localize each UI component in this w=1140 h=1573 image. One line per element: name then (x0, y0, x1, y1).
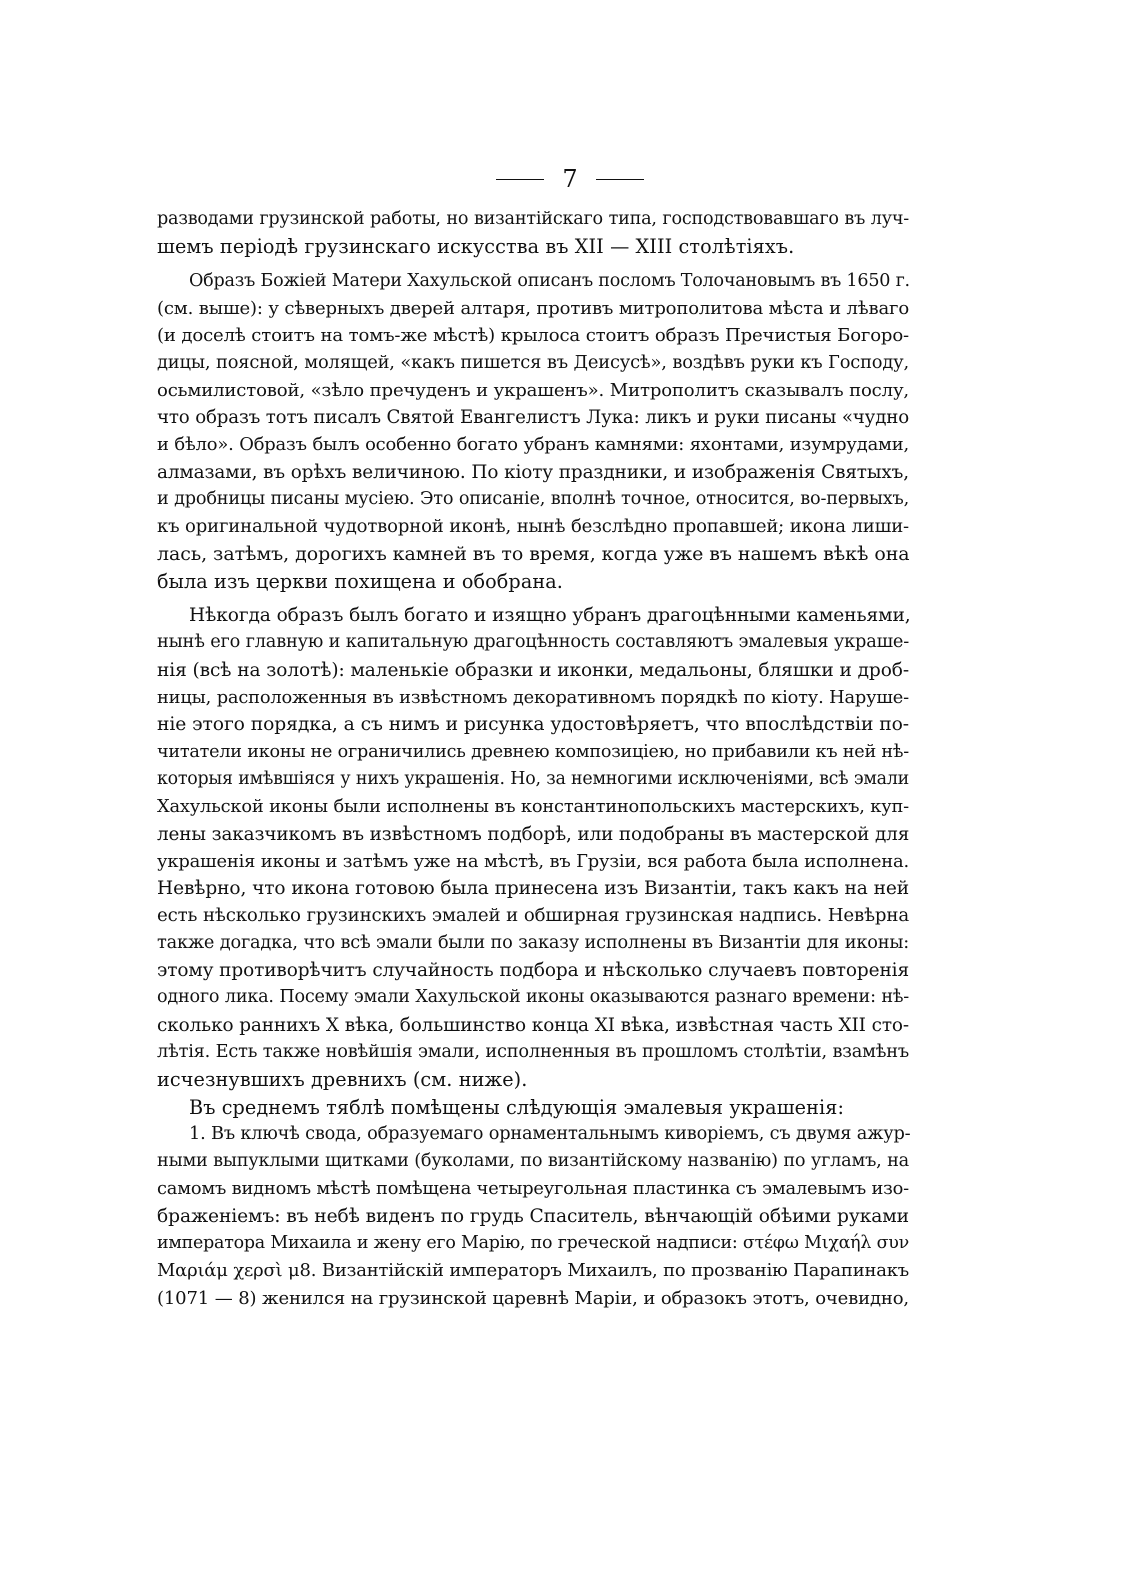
text-line: императора Михаила и жену его Марію, по греческой надписи: στέφω Μιχαήλ συν (157, 1232, 909, 1253)
text-line: 1. Въ ключѣ свода, образуемаго орнаментальнымъ киворіемъ, съ двумя ажур- (189, 1123, 911, 1144)
text-line: лѣтія. Есть также новѣйшія эмали, исполненныя въ прошломъ столѣтіи, взамѣнъ (157, 1041, 909, 1062)
text-line: сколько раннихъ X вѣка, большинство конца XI вѣка, извѣстная часть XII сто- (157, 1014, 909, 1036)
text-line: лены заказчикомъ въ извѣстномъ подборѣ, или подобраны въ мастерской для (157, 823, 910, 845)
text-line: (и доселѣ стоитъ на томъ-же мѣстѣ) крылоса стоитъ образъ Пречистыя Богоро- (157, 325, 909, 347)
text-line: дицы, поясной, молящей, «какъ пишется въ Деисусѣ», воздѣвъ руки къ Господу, (157, 352, 909, 374)
text-line: Въ среднемъ тяблѣ помѣщены слѣдующія эмалевыя украшенія: (189, 1095, 845, 1119)
text-line: ными выпуклыми щитками (буколами, по византійскому названію) по угламъ, на (157, 1151, 909, 1172)
text-line: Хахульской иконы были исполнены въ константинопольскихъ мастерскихъ, куп- (157, 796, 909, 818)
text-line: браженіемъ: въ небѣ виденъ по грудь Спаситель, вѣнчающій обѣими руками (157, 1205, 909, 1227)
text-line: что образъ тотъ писалъ Святой Евангелистъ Лука: ликъ и руки писаны «чудно (157, 407, 909, 429)
text-line: (1071 — 8) женился на грузинской царевнѣ Маріи, и образокъ этотъ, очевидно, (157, 1287, 909, 1309)
text-line: нынѣ его главную и капитальную драгоцѣнность составляютъ эмалевыя украше- (157, 632, 909, 653)
text-line: Нѣкогда образъ былъ богато и изящно убранъ драгоцѣнными каменьями, (189, 605, 911, 627)
text-line: къ оригинальной чудотворной иконѣ, нынѣ безслѣдно пропавшей; икона лиши- (157, 516, 909, 538)
text-line: одного лика. Посему эмали Хахульской иконы оказываются разнаго времени: нѣ- (157, 987, 909, 1008)
page-header (0, 162, 1140, 196)
text-line: Невѣрно, что икона готовою была принесена изъ Византіи, такъ какъ на ней (157, 878, 909, 900)
text-line: этому противорѣчитъ случайность подбора и нѣсколько случаевъ повторенія (157, 960, 909, 982)
text-line: также догадка, что всѣ эмали были по заказу исполнены въ Византіи для иконы: (157, 932, 909, 953)
text-line: ницы, расположенныя въ извѣстномъ декоративномъ порядкѣ по кіоту. Наруше- (157, 687, 909, 709)
body-text (157, 206, 909, 1312)
text-line: украшенія иконы и затѣмъ уже на мѣстѣ, въ Грузіи, вся работа была исполнена. (157, 850, 909, 872)
text-line: и дробницы писаны мусіею. Это описаніе, вполнѣ точное, относится, во-первыхъ, (157, 488, 909, 509)
header-right-rule (596, 179, 644, 180)
text-line: которыя имѣвшіяся у нихъ украшенія. Но, за немногими исключеніями, всѣ эмали (157, 768, 909, 789)
text-line: исчезнувшихъ древнихъ (см. ниже). (157, 1068, 528, 1092)
text-line: нія (всѣ на золотѣ): маленькіе образки и иконки, медальоны, бляшки и дроб- (157, 659, 909, 681)
text-line: самомъ видномъ мѣстѣ помѣщена четыреугольная пластинка съ эмалевымъ изо- (157, 1178, 909, 1200)
page-number: 7 (562, 165, 578, 193)
header-left-rule (496, 179, 544, 180)
text-line: есть нѣсколько грузинскихъ эмалей и обширная грузинская надпись. Невѣрна (157, 905, 909, 927)
text-line: читатели иконы не ограничились древнею композиціею, но прибавили къ ней нѣ- (157, 741, 909, 762)
text-line: ніе этого порядка, а съ нимъ и рисунка удостовѣряетъ, что впослѣдствіи по- (157, 714, 909, 736)
text-line: была изъ церкви похищена и обобрана. (157, 569, 563, 593)
text-line: шемъ періодѣ грузинскаго искусства въ XII — XIII столѣтіяхъ. (157, 235, 795, 259)
text-line: алмазами, въ орѣхъ величиною. По кіоту праздники, и изображенія Святыхъ, (157, 461, 909, 483)
text-line: Образъ Божіей Матери Хахульской описанъ посломъ Толочановымъ въ 1650 г. (189, 270, 910, 291)
text-line: осьмилистовой, «зѣло пречуденъ и украшенъ». Митрополитъ сказывалъ послу, (157, 379, 909, 401)
text-line: лась, затѣмъ, дорогихъ камней въ то время, когда уже въ нашемъ вѣкѣ она (157, 542, 910, 565)
text-line: разводами грузинской работы, но византійскаго типа, господствовавшаго въ луч- (157, 209, 909, 229)
text-line: (см. выше): у сѣверныхъ дверей алтаря, противъ митрополитова мѣста и лѣваго (157, 297, 909, 319)
text-line: Μαριάμ χερσὶ μ8. Византійскій императоръ Михаилъ, по прозванію Парапинакъ (157, 1260, 909, 1282)
text-line: и бѣло». Образъ былъ особенно богато убранъ камнями: яхонтами, изумрудами, (157, 434, 909, 456)
